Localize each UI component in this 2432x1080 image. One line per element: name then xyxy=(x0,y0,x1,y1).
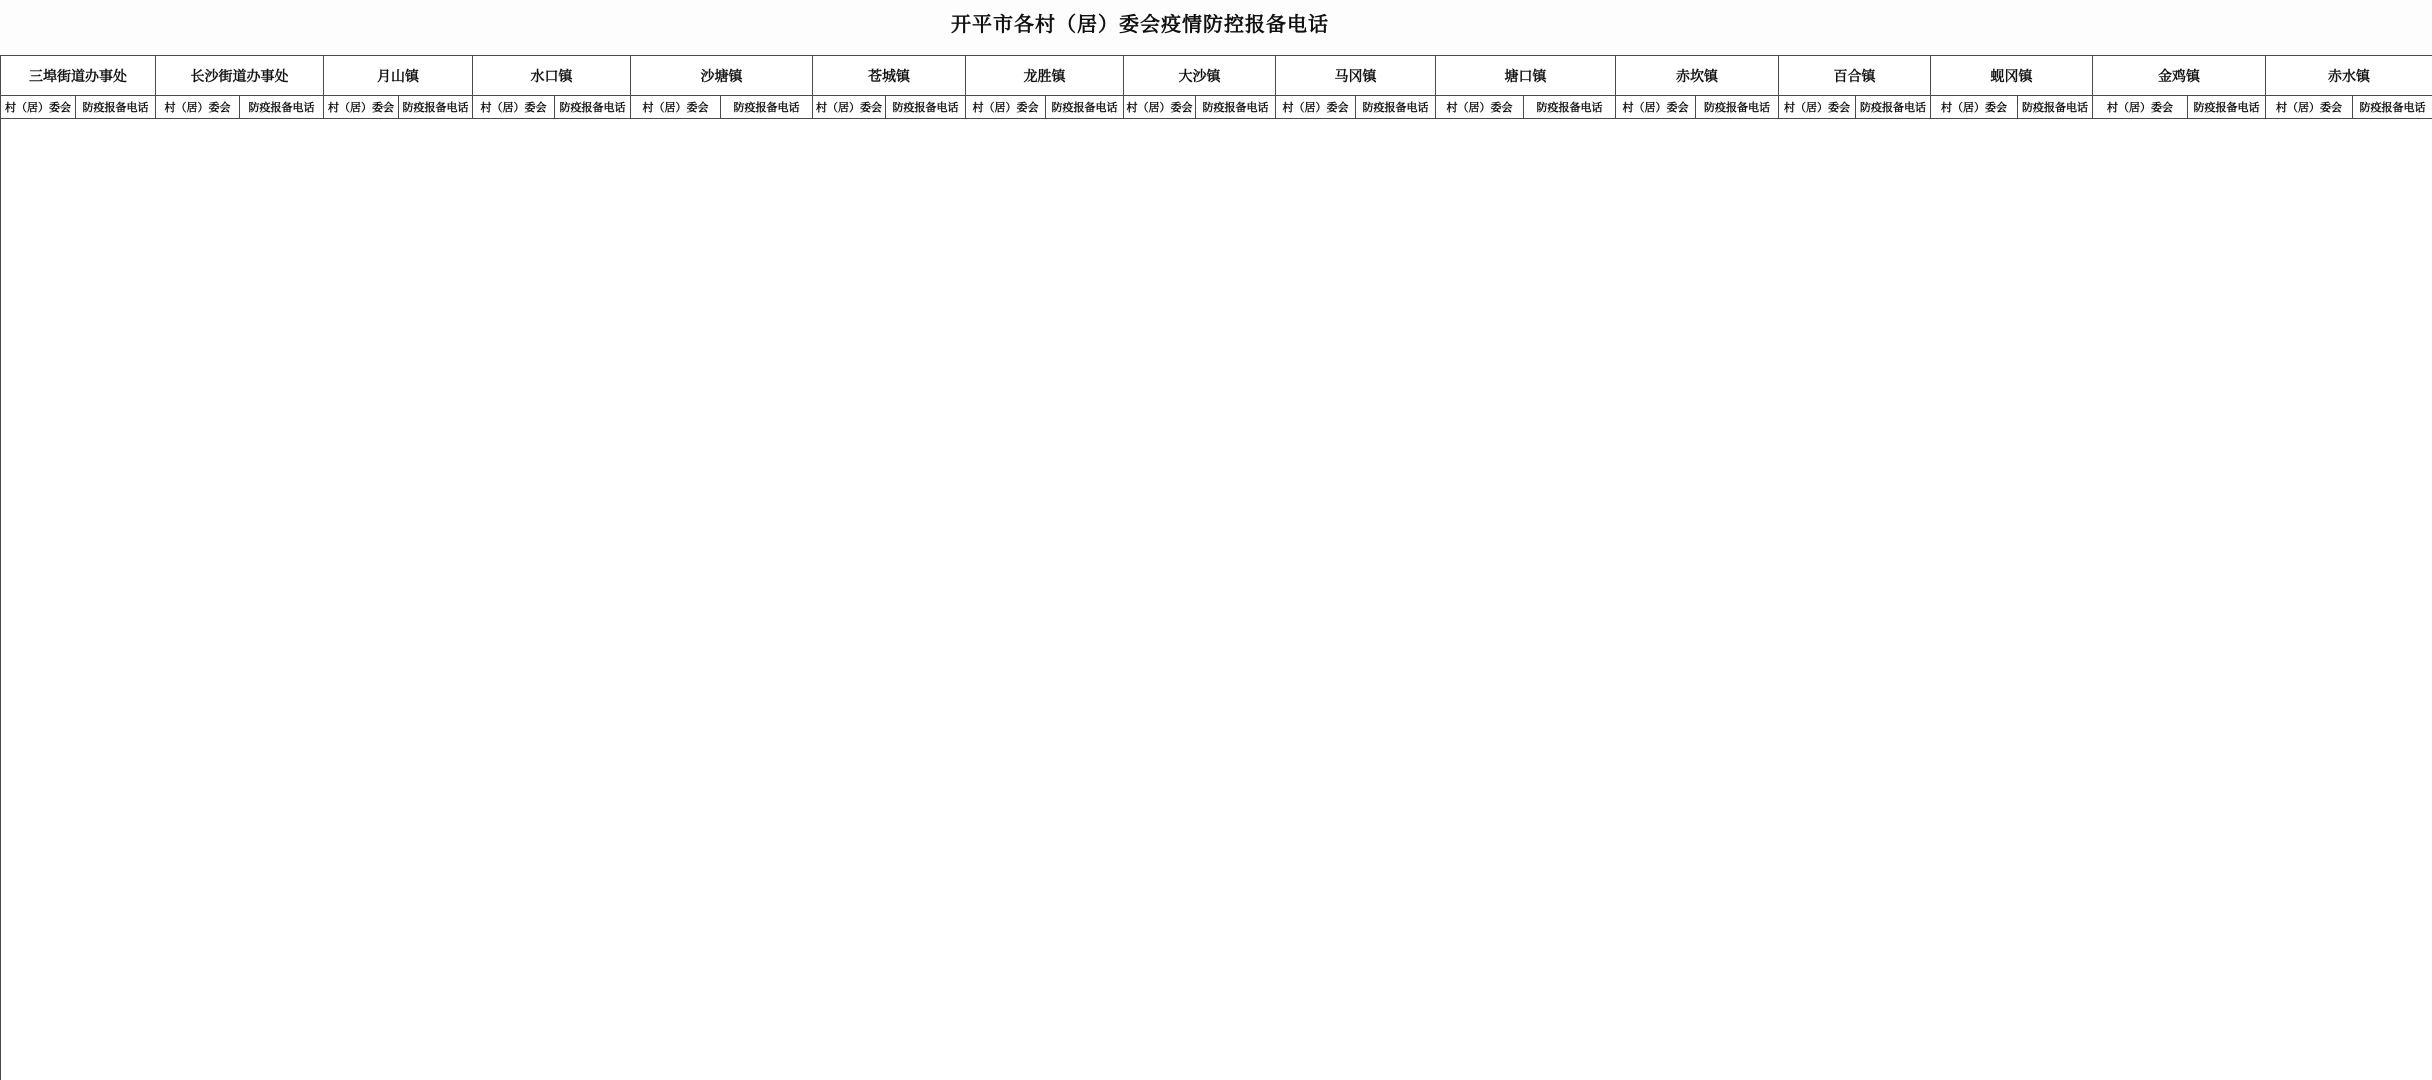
col-header-phone: 防疫报备电话 xyxy=(2018,96,2093,119)
town-header: 蚬冈镇 xyxy=(1931,56,2093,96)
town-group xyxy=(1931,56,2093,1080)
col-header-phone: 防疫报备电话 xyxy=(1524,96,1616,119)
town-group xyxy=(473,56,631,1080)
column-header-row xyxy=(631,96,813,119)
town-group xyxy=(2266,56,2432,1080)
town-header: 长沙街道办事处 xyxy=(156,56,324,96)
col-header-name: 村（居）委会 xyxy=(1,96,76,119)
town-header: 水口镇 xyxy=(473,56,631,96)
town-group xyxy=(324,56,473,1080)
col-header-phone: 防疫报备电话 xyxy=(1356,96,1436,119)
col-header-name: 村（居）委会 xyxy=(324,96,399,119)
column-header-row xyxy=(1276,96,1436,119)
col-header-phone: 防疫报备电话 xyxy=(1196,96,1276,119)
town-group xyxy=(1276,56,1436,1080)
town-group xyxy=(1124,56,1276,1080)
column-header-row xyxy=(156,96,324,119)
town-header: 马冈镇 xyxy=(1276,56,1436,96)
column-header-row xyxy=(1616,96,1779,119)
col-header-phone: 防疫报备电话 xyxy=(1856,96,1931,119)
col-header-name: 村（居）委会 xyxy=(966,96,1046,119)
column-header-row xyxy=(813,96,966,119)
col-header-name: 村（居）委会 xyxy=(2093,96,2188,119)
town-header: 月山镇 xyxy=(324,56,473,96)
town-group xyxy=(156,56,324,1080)
col-header-name: 村（居）委会 xyxy=(1779,96,1856,119)
col-header-phone: 防疫报备电话 xyxy=(240,96,324,119)
column-header-row xyxy=(2093,96,2266,119)
town-group xyxy=(966,56,1124,1080)
town-header: 金鸡镇 xyxy=(2093,56,2266,96)
town-header: 苍城镇 xyxy=(813,56,966,96)
col-header-name: 村（居）委会 xyxy=(813,96,886,119)
col-header-phone: 防疫报备电话 xyxy=(555,96,631,119)
col-header-name: 村（居）委会 xyxy=(1616,96,1696,119)
column-header-row xyxy=(1436,96,1616,119)
town-group xyxy=(1436,56,1616,1080)
col-header-phone: 防疫报备电话 xyxy=(76,96,156,119)
col-header-name: 村（居）委会 xyxy=(156,96,240,119)
col-header-phone: 防疫报备电话 xyxy=(2188,96,2266,119)
town-header: 赤水镇 xyxy=(2266,56,2432,96)
col-header-phone: 防疫报备电话 xyxy=(1046,96,1124,119)
col-header-name: 村（居）委会 xyxy=(2266,96,2353,119)
col-header-name: 村（居）委会 xyxy=(1276,96,1356,119)
column-header-row xyxy=(324,96,473,119)
column-header-row xyxy=(1,96,156,119)
town-header: 大沙镇 xyxy=(1124,56,1276,96)
col-header-name: 村（居）委会 xyxy=(1931,96,2018,119)
col-header-phone: 防疫报备电话 xyxy=(886,96,966,119)
town-group xyxy=(631,56,813,1080)
column-header-row xyxy=(1124,96,1276,119)
column-header-row xyxy=(966,96,1124,119)
town-group xyxy=(2093,56,2266,1080)
phone-directory-table xyxy=(0,55,2432,1080)
town-header: 塘口镇 xyxy=(1436,56,1616,96)
col-header-phone: 防疫报备电话 xyxy=(399,96,473,119)
col-header-name: 村（居）委会 xyxy=(473,96,555,119)
col-header-name: 村（居）委会 xyxy=(631,96,721,119)
town-header: 沙塘镇 xyxy=(631,56,813,96)
town-group xyxy=(1,56,156,1080)
town-group xyxy=(1616,56,1779,1080)
col-header-name: 村（居）委会 xyxy=(1124,96,1196,119)
column-header-row xyxy=(473,96,631,119)
column-header-row xyxy=(2266,96,2432,119)
town-header: 百合镇 xyxy=(1779,56,1931,96)
town-group xyxy=(813,56,966,1080)
col-header-phone: 防疫报备电话 xyxy=(1696,96,1779,119)
town-header: 三埠街道办事处 xyxy=(1,56,156,96)
col-header-name: 村（居）委会 xyxy=(1436,96,1524,119)
page-title: 开平市各村（居）委会疫情防控报备电话 xyxy=(951,14,1329,36)
col-header-phone: 防疫报备电话 xyxy=(2353,96,2432,119)
column-header-row xyxy=(1779,96,1931,119)
column-header-row xyxy=(1931,96,2093,119)
town-header: 赤坎镇 xyxy=(1616,56,1779,96)
town-header: 龙胜镇 xyxy=(966,56,1124,96)
town-group xyxy=(1779,56,1931,1080)
col-header-phone: 防疫报备电话 xyxy=(721,96,813,119)
